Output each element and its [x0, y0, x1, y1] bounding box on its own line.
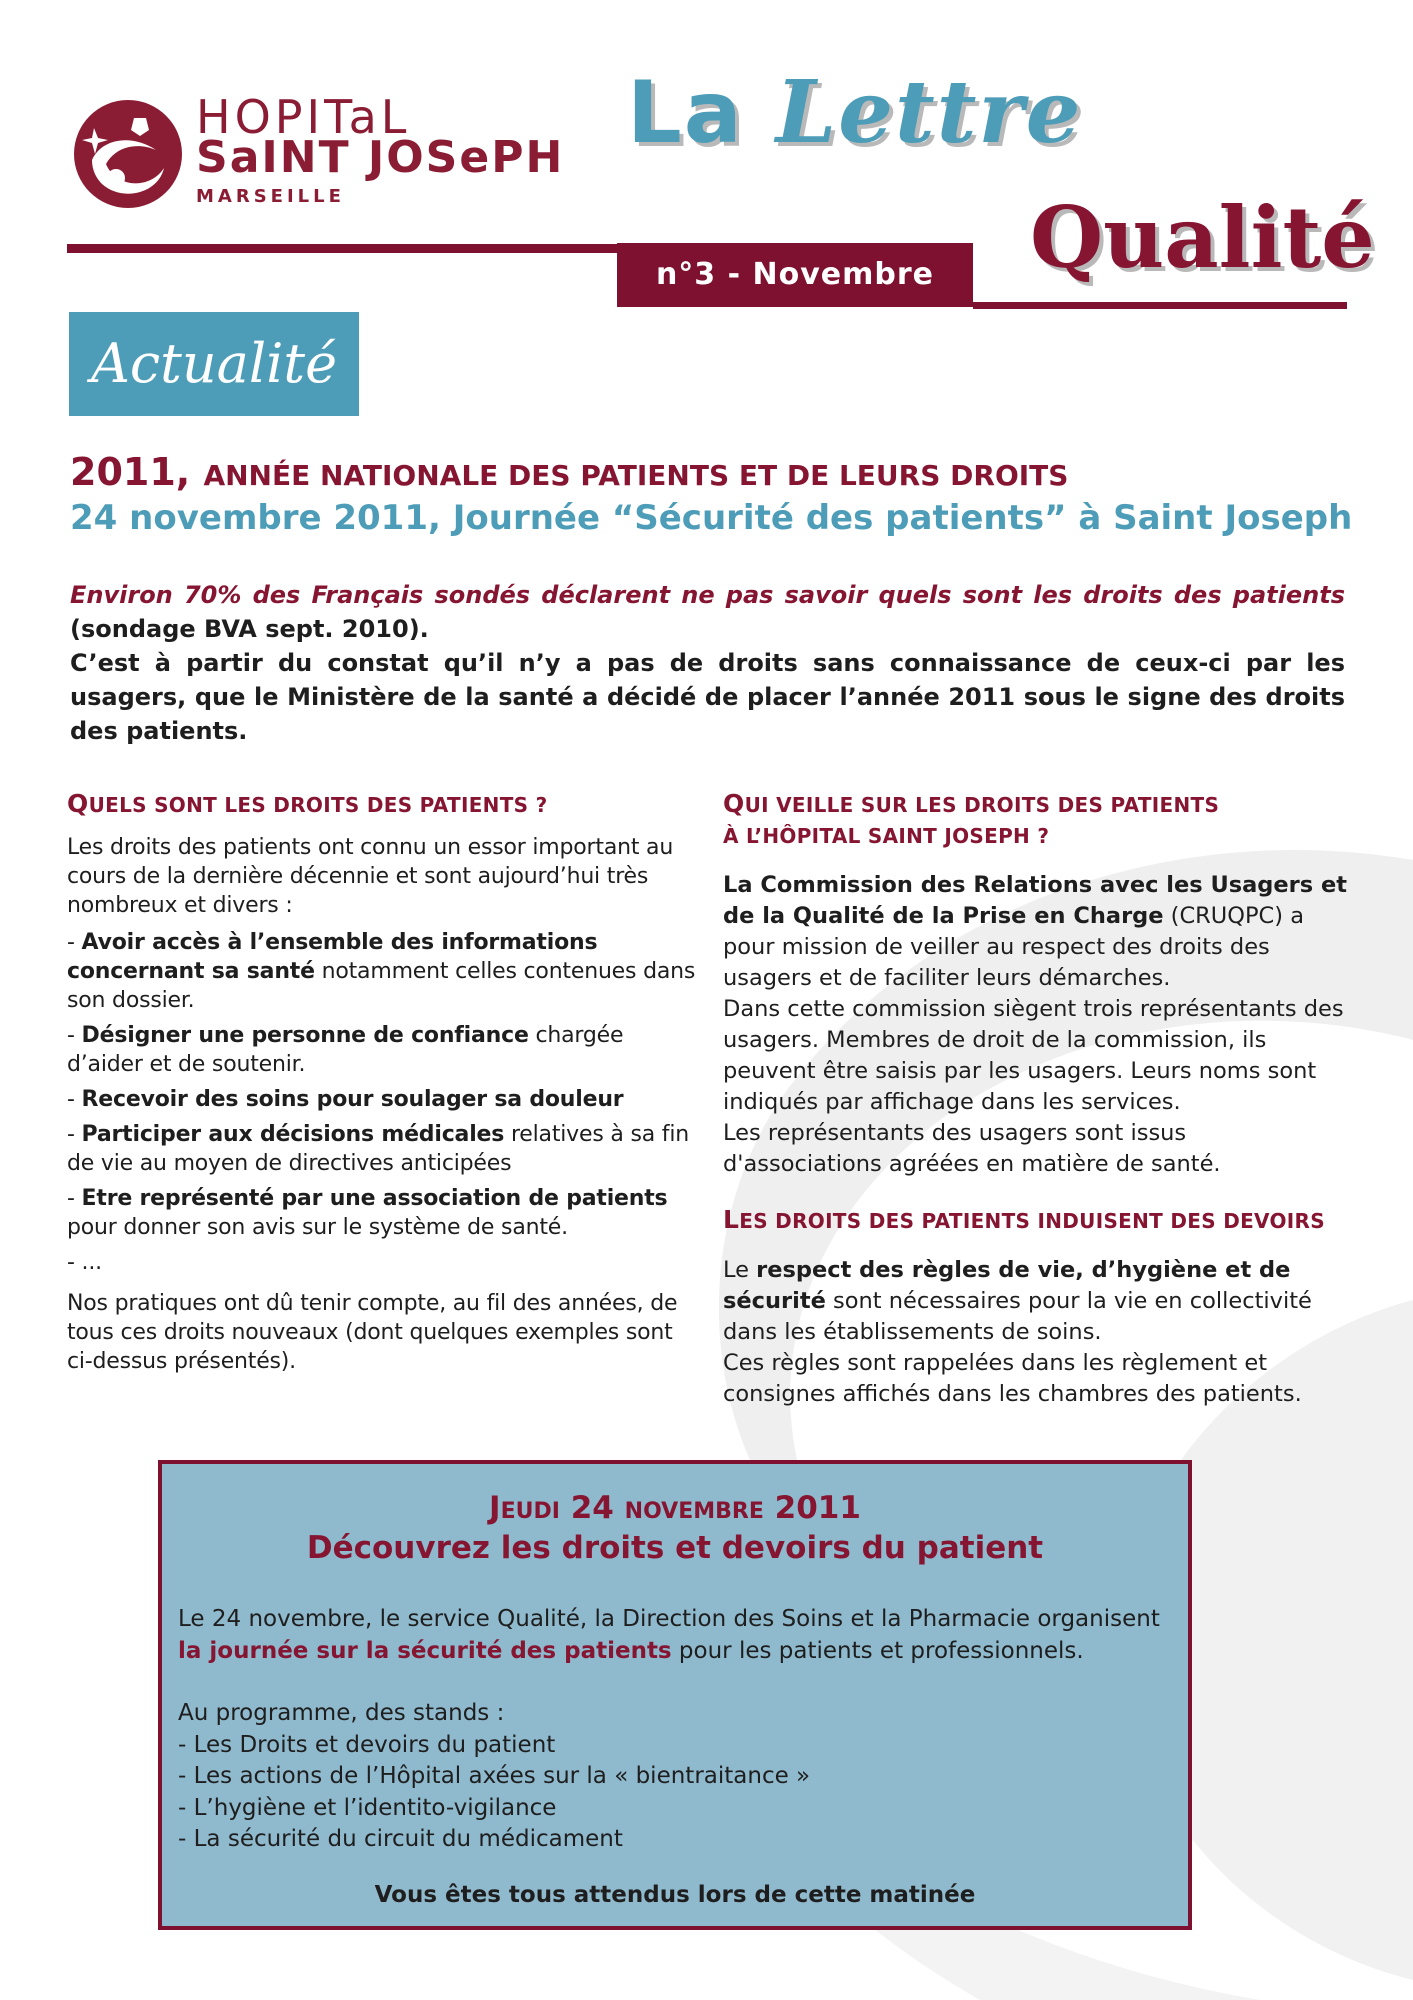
right-item-text: relatives à sa fin de vie au moyen de directives anticipées	[67, 1122, 689, 1176]
right-item: - Participer aux décisions médicales relatives à sa fin de vie au moyen de directives anticipées	[67, 1122, 689, 1176]
heading-initial: L	[723, 1205, 740, 1234]
duties-paragraph	[723, 1255, 1348, 1348]
heading-text-line1: UI VEILLE SUR LES DROITS DES PATIENTS	[744, 793, 1220, 817]
masthead-word-la: La	[627, 63, 744, 163]
heading-initial: Q	[67, 789, 89, 818]
event-body	[178, 1604, 1172, 1856]
right-column	[723, 788, 1348, 1424]
event-stand-item: - La sécurité du circuit du médicament	[178, 1826, 623, 1852]
event-title: Découvrez les droits et devoirs du patient	[306, 1530, 1044, 1566]
right-item-text: chargée d’aider et de soutenir.	[67, 1023, 624, 1077]
intro-source: (sondage BVA sept. 2010).	[70, 615, 429, 643]
right-item: - Etre représenté par une association de patients pour donner son avis sur le système de santé.	[67, 1186, 668, 1240]
duties-text: sont nécessaires pour la vie en collectivité dans les établissements de soins.	[723, 1288, 1312, 1345]
masthead-word-lettre: Lettre	[775, 62, 1083, 163]
intro-statistic: Environ 70% des Français sondés déclarent ne pas savoir quels sont les droits des patients	[70, 581, 1345, 609]
event-intro-text: Le 24 novembre, le service Qualité, la Direction des Soins et la Pharmacie organisent	[178, 1606, 1160, 1632]
commission-members: Dans cette commission siègent trois représentants des usagers. Membres de droit de la commission, ils peuvent être saisis par les usagers. Leurs noms sont indiqués par affichage dans les services.	[723, 996, 1344, 1115]
right-item: - Avoir accès à l’ensemble des informations concernant sa santé notamment celles contenues dans son dossier.	[67, 930, 696, 1013]
right-item-bold: Avoir accès à l’ensemble des informations concernant sa santé	[67, 930, 598, 984]
intro-body: C’est à partir du constat qu’il n’y a pas de droits sans connaissance de ceux-ci par les usagers, que le Ministère de la santé a décidé de placer l’année 2011 sous le signe des droits des patients.	[70, 649, 1345, 745]
event-closing: Vous êtes tous attendus lors de cette matinée	[374, 1882, 976, 1908]
rights-lead: Les droits des patients ont connu un essor important au cours de la dernière décennie et sont aujourd’hui très nombreux et divers :	[67, 835, 674, 918]
right-item-text: notamment celles contenues dans son dossier.	[67, 959, 696, 1013]
heading-text: UELS SONT LES DROITS DES PATIENTS ?	[88, 793, 548, 817]
headline-main	[70, 450, 1068, 494]
hospital-logo	[72, 90, 572, 220]
logo-text-saint-joseph: SaINT JOSePH	[196, 132, 565, 183]
event-intro-rest: pour les patients et professionnels.	[671, 1637, 1084, 1664]
heading-text-line2: À L’HÔPITAL SAINT JOSEPH ?	[723, 824, 1050, 848]
right-item: - Désigner une personne de confiance chargée d’aider et de soutenir.	[67, 1023, 624, 1077]
rights-ellipsis: - ...	[67, 1250, 102, 1275]
logo-text-hopital: HOPITaL	[196, 90, 411, 144]
left-column-heading	[67, 788, 697, 821]
headline-year: 2011,	[70, 450, 191, 494]
event-box	[158, 1460, 1192, 1930]
event-date-month: NOVEMBRE	[624, 1499, 764, 1524]
commission-paragraph	[723, 870, 1348, 994]
event-stand-item: - L’hygiène et l’identito-vigilance	[178, 1794, 557, 1821]
right-item-bold: Désigner une personne de confiance	[81, 1023, 529, 1048]
right-item-bold: Participer aux décisions médicales	[81, 1122, 505, 1147]
right-item-bold: Etre représenté par une association de patients	[81, 1186, 668, 1211]
event-date-number: 24	[559, 1490, 625, 1526]
commission-name: La Commission des Relations avec les Usagers et de la Qualité de la Prise en Charge	[723, 872, 1348, 929]
header-rule-bottom	[973, 302, 1347, 309]
headline-main-rest: ANNÉE NATIONALE DES PATIENTS ET DE LEURS DROITS	[203, 459, 1069, 492]
duties-bold: respect des règles de vie, d’hygiène et de sécurité	[723, 1257, 1291, 1314]
hospital-logo-icon	[72, 98, 184, 210]
duties-reminder: Ces règles sont rappelées dans les règlement et consignes affichés dans les chambres des patients.	[723, 1350, 1302, 1407]
event-program-label: Au programme, des stands :	[178, 1700, 505, 1726]
duties-text-pre: Le	[723, 1257, 757, 1283]
event-date	[162, 1490, 1188, 1526]
heading-initial: Q	[723, 789, 745, 818]
right-item-bold: Recevoir des soins pour soulager sa douleur	[81, 1087, 624, 1112]
event-intro	[178, 1604, 1172, 1667]
event-intro-accent: la journée sur la sécurité des patients	[178, 1637, 672, 1664]
commission-mission: (CRUQPC) a pour mission de veiller au respect des droits des usagers et de faciliter leurs démarches.	[723, 903, 1304, 991]
masthead-title-la-lettre	[627, 62, 1082, 163]
event-date-initial: J	[489, 1490, 501, 1526]
heading-text: ES DROITS DES PATIENTS INDUISENT DES DEVOIRS	[739, 1209, 1325, 1233]
event-stand-item: - Les actions de l’Hôpital axées sur la « bientraitance »	[178, 1763, 811, 1789]
right-column-heading-2	[723, 1204, 1348, 1237]
right-item: - Recevoir des soins pour soulager sa douleur	[67, 1087, 624, 1112]
issue-number-badge: n°3 - Novembre 2011	[617, 243, 973, 307]
masthead-title-qualite: Qualité	[1030, 188, 1375, 287]
right-column-heading-1	[723, 788, 1348, 852]
event-date-year: 2011	[763, 1490, 861, 1526]
section-tag-actualite: Actualité	[69, 312, 359, 416]
logo-text-marseille: MARSEILLE	[196, 186, 345, 207]
intro-paragraph	[70, 578, 1345, 748]
right-item-text: pour donner son avis sur le système de santé.	[67, 1215, 568, 1240]
rights-closing: Nos pratiques ont dû tenir compte, au fil des années, de tous ces droits nouveaux (dont quelques exemples sont ci-dessus présentés).	[67, 1291, 678, 1374]
headline-sub: 24 novembre 2011, Journée “Sécurité des patients” à Saint Joseph	[70, 498, 1353, 538]
left-column	[67, 788, 697, 1384]
event-date-day: EUDI	[500, 1499, 560, 1524]
event-stand-item: - Les Droits et devoirs du patient	[178, 1731, 556, 1758]
commission-associations: Les représentants des usagers sont issus d'associations agréées en matière de santé.	[723, 1120, 1221, 1177]
